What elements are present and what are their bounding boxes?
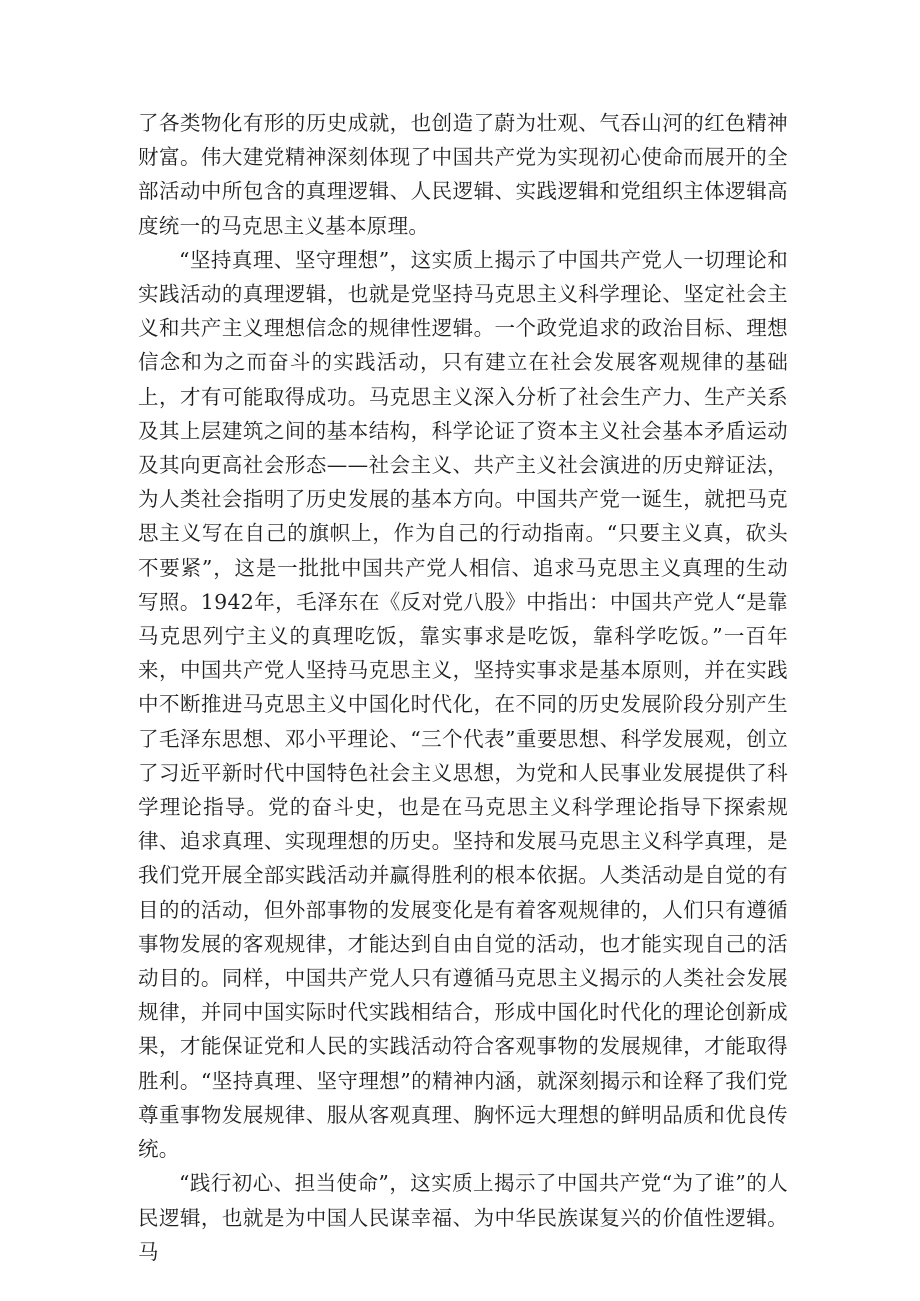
paragraph-1: 了各类物化有形的历史成就，也创造了蔚为壮观、气吞山河的红色精神财富。伟大建党精神深刻体现了中国共产党为实现初心使命而展开的全部活动中所包含的真理逻辑、人民逻辑、实践逻辑和党组织主体逻辑高度统一的马克思主义基本原理。	[138, 111, 788, 238]
paragraph-3: “践行初心、担当使命”，这实质上揭示了中国共产党“为了谁”的人民逻辑，也就是为中国人民谋幸福、为中华民族谋复兴的价值性逻辑。马	[138, 1171, 788, 1264]
document-page	[138, 106, 788, 1269]
paragraph-2: “坚持真理、坚守理想”，这实质上揭示了中国共产党人一切理论和实践活动的真理逻辑，也就是党坚持马克思主义科学理论、坚定社会主义和共产主义理想信念的规律性逻辑。一个政党追求的政治目标、理想信念和为之而奋斗的实践活动，只有建立在社会发展客观规律的基础上，才有可能取得成功。马克思主义深入分析了社会生产力、生产关系及其上层建筑之间的基本结构，科学论证了资本主义社会基本矛盾运动及其向更高社会形态——社会主义、共产主义社会演进的历史辩证法，为人类社会指明了历史发展的基本方向。中国共产党一诞生，就把马克思主义写在自己的旗帜上，作为自己的行动指南。“只要主义真，砍头不要紧”，这是一批批中国共产党人相信、追求马克思主义真理的生动写照。1942年，毛泽东在《反对党八股》中指出：中国共产党人“是靠马克思列宁主义的真理吃饭，靠实事求是吃饭，靠科学吃饭。”一百年来，中国共产党人坚持马克思主义，坚持实事求是基本原则，并在实践中不断推进马克思主义中国化时代化，在不同的历史发展阶段分别产生了毛泽东思想、邓小平理论、“三个代表”重要思想、科学发展观，创立了习近平新时代中国特色社会主义思想，为党和人民事业发展提供了科学理论指导。党的奋斗史，也是在马克思主义科学理论指导下探索规律、追求真理、实现理想的历史。坚持和发展马克思主义科学真理，是我们党开展全部实践活动并赢得胜利的根本依据。人类活动是自觉的有目的的活动，但外部事物的发展变化是有着客观规律的，人们只有遵循事物发展的客观规律，才能达到自由自觉的活动，也才能实现自己的活动目的。同样，中国共产党人只有遵循马克思主义揭示的人类社会发展规律，并同中国实际时代实践相结合，形成中国化时代化的理论创新成果，才能保证党和人民的实践活动符合客观事物的发展规律，才能取得胜利。“坚持真理、坚守理想”的精神内涵，就深刻揭示和诠释了我们党尊重事物发展规律、服从客观真理、胸怀远大理想的鲜明品质和优良传统。	[138, 247, 788, 1162]
